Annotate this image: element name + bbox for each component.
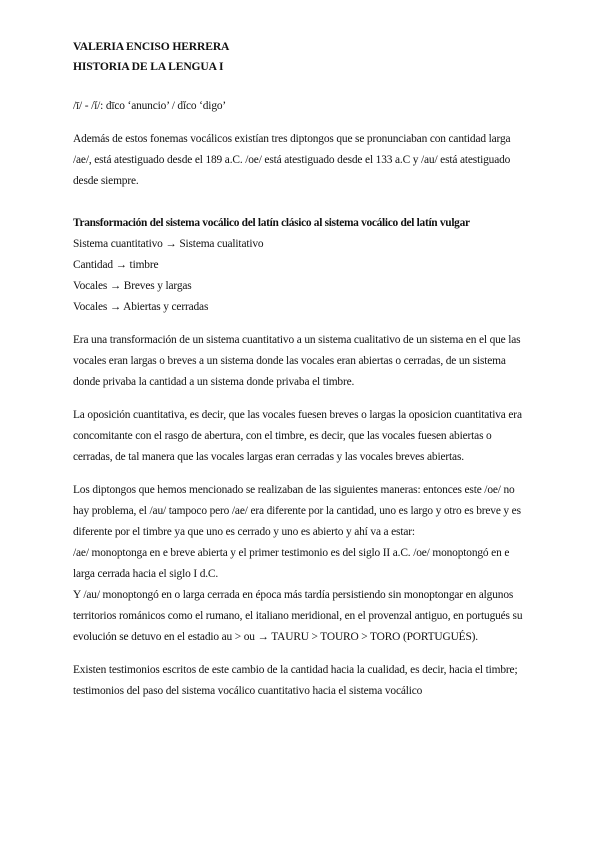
author-name: VALERIA ENCISO HERRERA	[73, 40, 230, 53]
paragraph-transformation: Era una transformación de un sistema cuantitativo a un sistema cualitativo de un sistema en el que las vocales eran largas o breves a un sistema donde las vocales eran abiertas o cerradas, de un sistema donde privaba la cantidad a un sistema donde privaba el timbre.	[73, 334, 521, 388]
list-item: Vocales → Breves y largas	[73, 280, 192, 292]
transformation-list	[73, 234, 528, 318]
list-item: Vocales → Abiertas y cerradas	[73, 301, 209, 313]
paragraph-diphthong-realization	[73, 480, 528, 648]
paragraph-opposition: La oposición cuantitativa, es decir, que las vocales fuesen breves o largas la oposicion cuantitativa era concomitante con el rasgo de abertura, con el timbre, es decir, que las vocales fuesen abiertas o cerradas, de tal manera que las vocales largas eran cerradas y las vocales breves abiertas.	[73, 409, 522, 463]
paragraph-testimonies: Existen testimonios escritos de este cambio de la cantidad hacia la cualidad, es decir, hacia el timbre; testimonios del paso del sistema vocálico cuantitativo hacia el sistema vocálico	[73, 664, 518, 697]
paragraph-line: Y /au/ monoptongó en o larga cerrada en época más tardía persistiendo sin monoptongar en algunos territorios románicos como el rumano, el italiano meridional, en el provenzal antiguo, en portugués su evolución se detuvo en el estadio au > ou → TAURU > TOURO > TORO (PORTUGUÉS).	[73, 589, 523, 643]
section-heading: Transformación del sistema vocálico del latín clásico al sistema vocálico del latín vulgar	[73, 217, 470, 229]
list-item: Cantidad → timbre	[73, 259, 159, 271]
vowel-example-line: /ī/ - /ĭ/: dīco ‘anuncio’ / dĭco ‘digo’	[73, 100, 227, 112]
paragraph-line: /ae/ monoptonga en e breve abierta y el primer testimonio es del siglo II a.C. /oe/ monoptongó en e larga cerrada hacia el siglo I d.C.	[73, 547, 510, 580]
paragraph-line: Los diptongos que hemos mencionado se realizaban de las siguientes maneras: entonces este /oe/ no hay problema, el /au/ tampoco pero /ae/ era diferente por la cantidad, uno es largo y otro es breve y es diferente por el timbre ya que uno es cerrado y uno es abierto y ahí va a estar:	[73, 484, 521, 538]
list-item: Sistema cuantitativo → Sistema cualitativo	[73, 238, 264, 250]
course-title: HISTORIA DE LA LENGUA I	[73, 60, 224, 73]
document-content	[73, 37, 528, 702]
paragraph-diphthongs: Además de estos fonemas vocálicos existían tres diptongos que se pronunciaban con cantidad larga /ae/, está atestiguado desde el 189 a.C. /oe/ está atestiguado desde el 133 a.C y /au/ está atestiguado desde siempre.	[73, 133, 511, 187]
